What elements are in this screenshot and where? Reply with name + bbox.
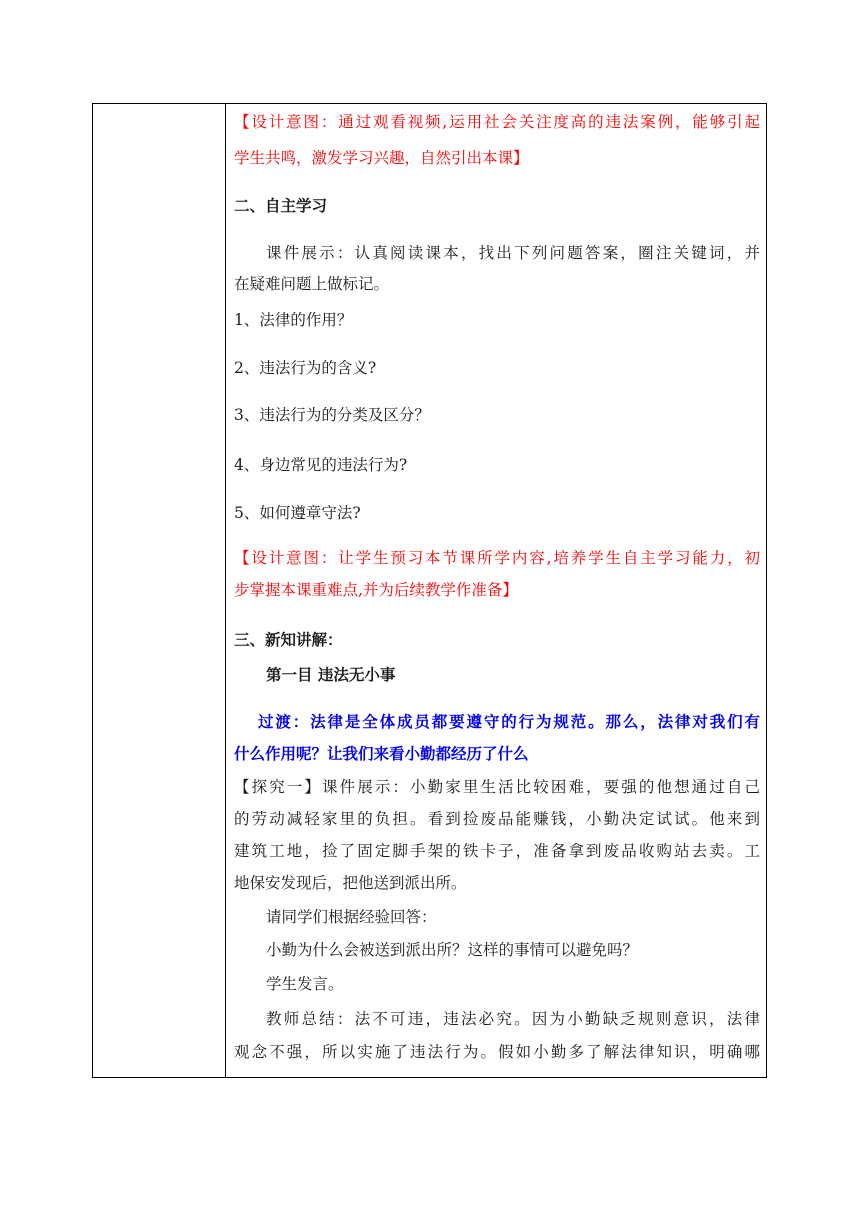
- section-heading-self-study: 二、自主学习: [234, 196, 328, 215]
- table-content-cell: [226, 104, 766, 1077]
- section-heading-new-knowledge: 三、新知讲解：: [234, 630, 343, 649]
- paragraph-line: 【探究一】课件展示：小勤家里生活比较困难，要强的他想通过自己: [234, 778, 760, 796]
- question-item: 5、如何遵章守法?: [234, 504, 361, 522]
- question-item: 2、违法行为的含义?: [234, 359, 377, 377]
- paragraph-line: 观念不强，所以实施了违法行为。假如小勤多了解法律知识，明确哪: [234, 1043, 760, 1061]
- table-left-column: [93, 104, 226, 1077]
- subsection-heading: 第一目 违法无小事: [266, 665, 396, 684]
- paragraph-line: 建筑工地，捡了固定脚手架的铁卡子，准备拿到废品收购站去卖。工: [234, 842, 760, 860]
- paragraph-line: 学生发言。: [266, 975, 344, 993]
- paragraph-line: 在疑难问题上做标记。: [234, 275, 390, 293]
- question-item: 1、法律的作用？: [234, 311, 353, 329]
- question-item: 3、违法行为的分类及区分？: [234, 406, 430, 424]
- transition-line: 什么作用呢？让我们来看小勤都经历了什么: [234, 744, 529, 763]
- design-intent-line: 【设计意图：通过观看视频,运用社会关注度高的违法案例，能够引起: [234, 113, 760, 131]
- paragraph-line: 教师总结：法不可违，违法必究。因为小勤缺乏规则意识，法律: [266, 1010, 760, 1028]
- design-intent-line: 【设计意图：让学生预习本节课所学内容,培养学生自主学习能力，初: [234, 549, 760, 567]
- design-intent-line: 学生共鸣，激发学习兴趣，自然引出本课】: [234, 149, 529, 167]
- paragraph-line: 地保安发现后，把他送到派出所。: [234, 874, 467, 892]
- paragraph-line: 小勤为什么会被送到派出所？这样的事情可以避免吗？: [266, 941, 639, 959]
- paragraph-line: 的劳动减轻家里的负担。看到捡废品能赚钱，小勤决定试试。他来到: [234, 810, 760, 828]
- lesson-table: [92, 103, 767, 1078]
- design-intent-line: 步掌握本课重难点,并为后续教学作准备】: [234, 581, 518, 599]
- paragraph-line: 课件展示：认真阅读课本，找出下列问题答案，圈注关键词，并: [266, 244, 760, 262]
- transition-line: 过渡：法律是全体成员都要遵守的行为规范。那么，法律对我们有: [258, 712, 760, 731]
- paragraph-line: 请同学们根据经验回答：: [266, 908, 437, 926]
- question-item: 4、身边常见的违法行为?: [234, 456, 408, 474]
